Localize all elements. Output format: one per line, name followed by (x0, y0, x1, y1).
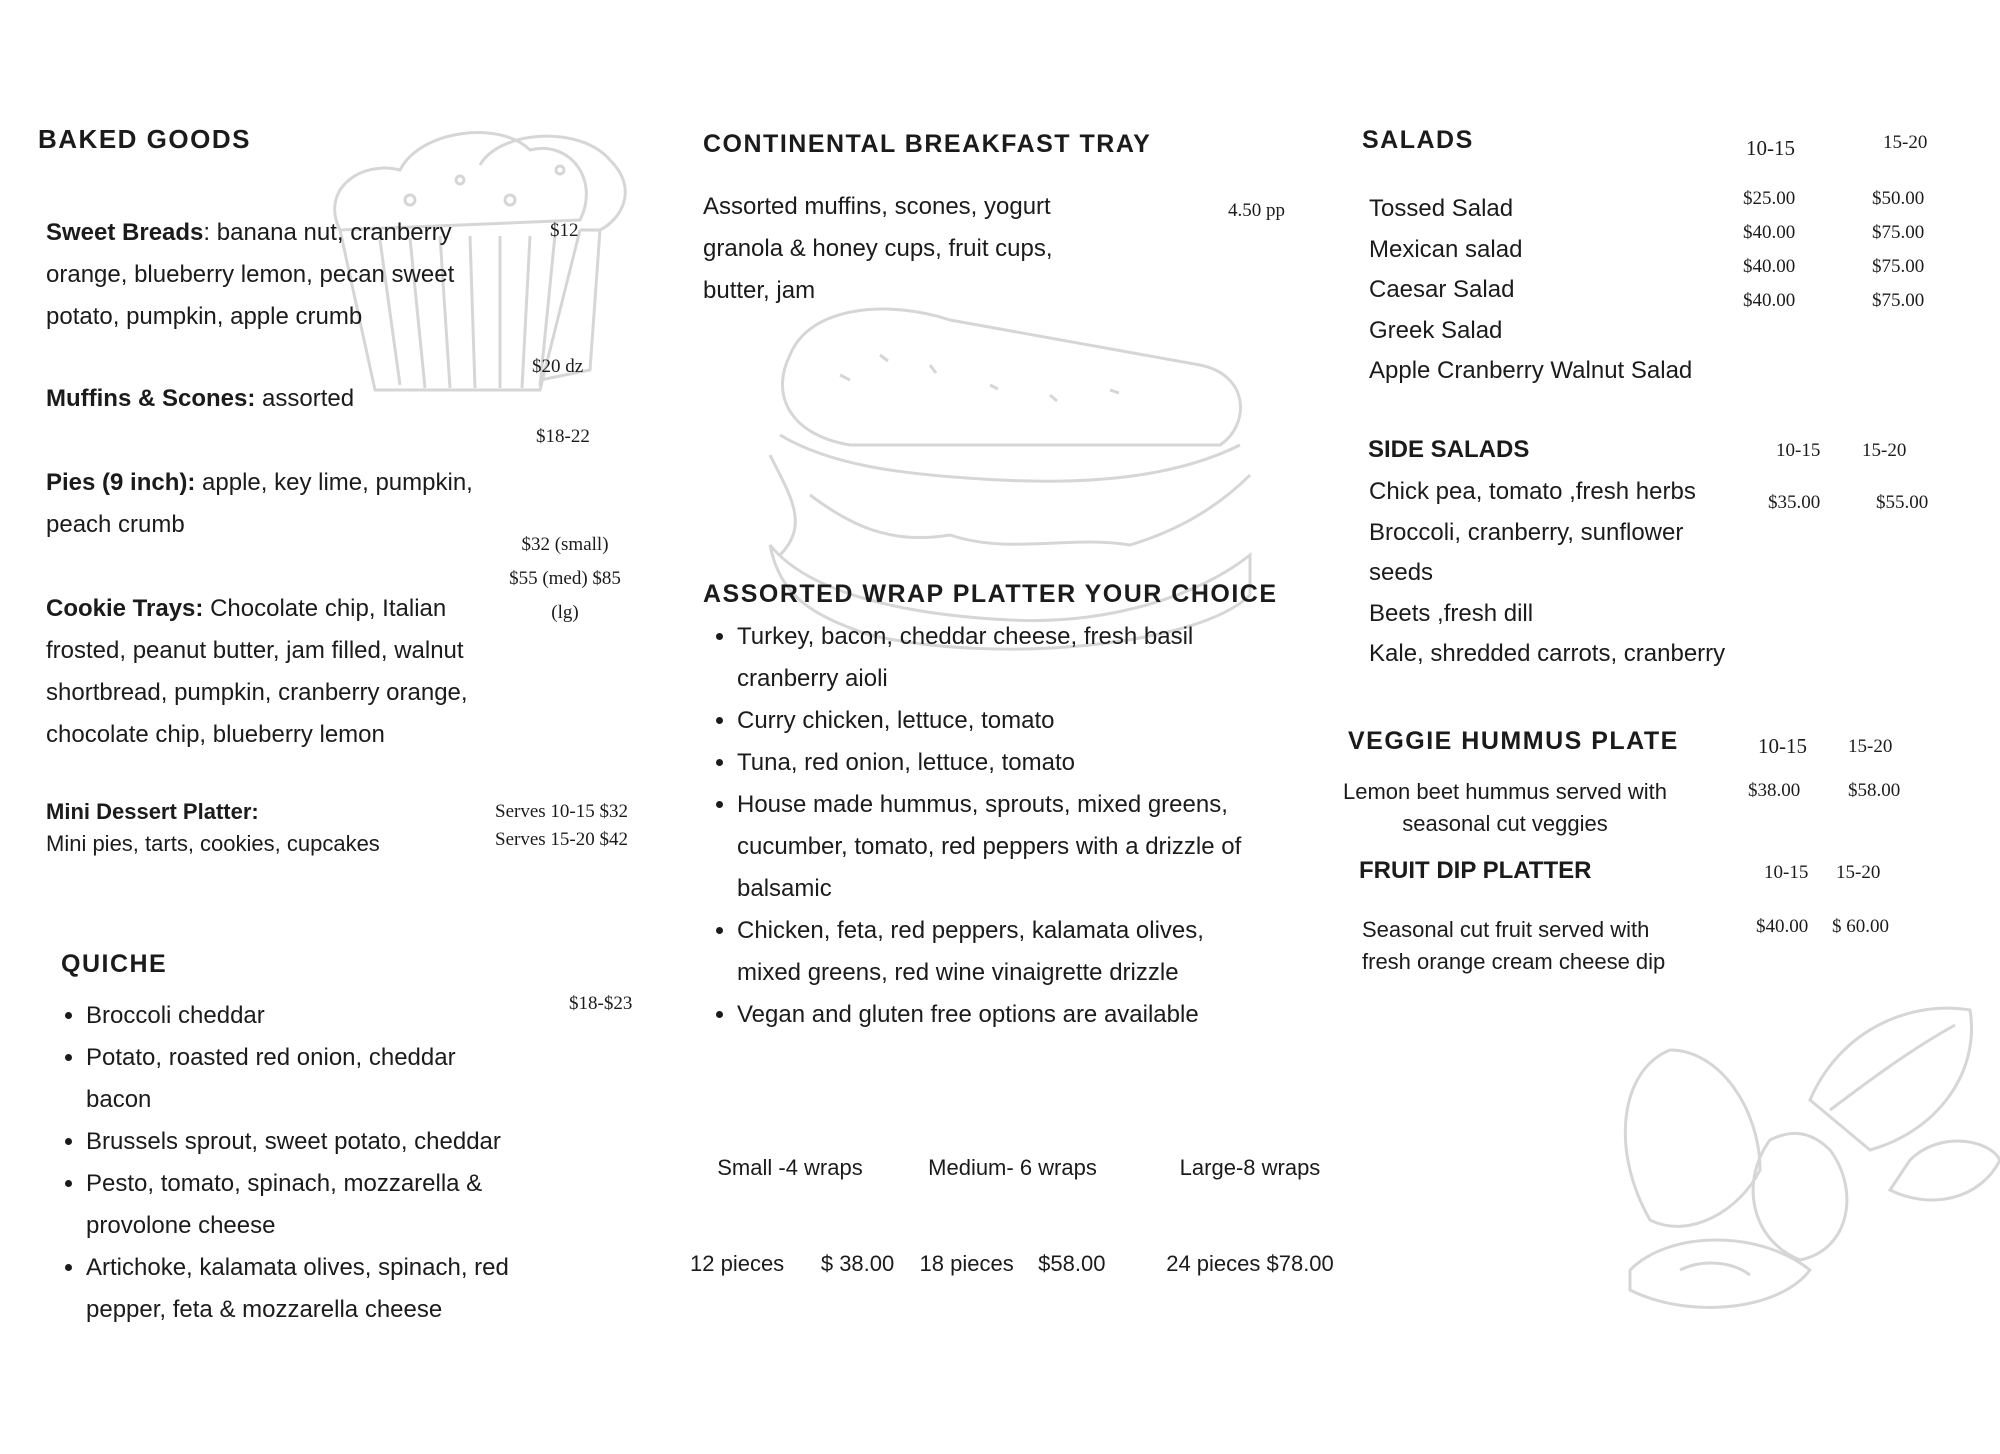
list-item: • Artichoke, kalamata olives, spinach, red pepper, feta & mozzarella cheese (86, 1247, 516, 1331)
salad-row: Greek Salad (1369, 316, 1503, 344)
muffins-desc: assorted (255, 385, 355, 412)
list-item: • Pesto, tomato, spinach, mozzarella & provolone cheese (86, 1163, 516, 1247)
wrap-size-large (1150, 1088, 1350, 1312)
hummus-title: VEGGIE HUMMUS PLATE (1348, 727, 1679, 755)
mini-price-2: Serves 15-20 $42 (495, 829, 628, 850)
muffins-item (46, 378, 486, 420)
list-item: • House made hummus, sprouts, mixed greens, cucumber, tomato, red peppers with a drizzle of balsamic (737, 784, 1273, 910)
cookie-price-lg: (lg) (551, 602, 579, 623)
size-name: Large-8 wraps (1179, 1155, 1321, 1180)
cookie-trays-label: Cookie Trays: (46, 595, 204, 622)
side-salads-title: SIDE SALADS (1368, 436, 1530, 463)
continental-desc: Assorted muffins, scones, yogurt granola & honey cups, fruit cups, butter, jam (703, 193, 1053, 304)
hummus-price1: $38.00 (1748, 780, 1801, 801)
price: $40.00 (1743, 222, 1796, 243)
size-name: Medium- 6 wraps (928, 1155, 1097, 1180)
fruit-desc (1362, 914, 1682, 978)
mini-price-1: Serves 10-15 $32 (495, 801, 628, 822)
muffins-price: $20 dz (532, 356, 584, 377)
price: $40.00 (1743, 290, 1796, 311)
sweet-breads-label: Sweet Breads (46, 219, 204, 246)
quiche-title: QUICHE (61, 950, 168, 978)
continental-price: 4.50 pp (1228, 200, 1285, 221)
hummus-desc (1340, 776, 1670, 840)
list-item: • Vegan and gluten free options are available (737, 994, 1273, 1036)
size-detail: 12 pieces $ 38.00 (690, 1251, 895, 1276)
wrap-list (703, 616, 1273, 1036)
mini-dessert-item (46, 796, 380, 860)
sweet-breads-item (46, 212, 486, 338)
list-item: • Broccoli cheddar (86, 995, 516, 1037)
mini-dessert-desc: Mini pies, tarts, cookies, cupcakes (46, 831, 380, 856)
fruit-price1: $40.00 (1756, 916, 1809, 937)
list-item: • Chicken, feta, red peppers, kalamata olives, mixed greens, red wine vinaigrette drizzle (737, 910, 1273, 994)
desc-line: seasonal cut veggies (1402, 811, 1608, 836)
salads-price-col1 (1743, 182, 1795, 318)
list-item: • Brussels sprout, sweet potato, cheddar (86, 1121, 516, 1163)
wrap-size-small (690, 1088, 895, 1312)
wrap-title: ASSORTED WRAP PLATTER YOUR CHOICE (703, 580, 1278, 608)
list-item: • Turkey, bacon, cheddar cheese, fresh basil cranberry aioli (737, 616, 1273, 700)
hazelnut-illustration (1610, 990, 2000, 1330)
desc-line: Seasonal cut fruit served with (1362, 917, 1650, 942)
list-item: • Curry chicken, lettuce, tomato (737, 700, 1273, 742)
price: $40.00 (1743, 256, 1796, 277)
list-item: Chick pea, tomato ,fresh herbs (1369, 478, 1696, 505)
salads-col2: 15-20 (1883, 132, 1928, 153)
quiche-price: $18-$23 (569, 993, 633, 1014)
size-detail: 24 pieces $78.00 (1166, 1251, 1334, 1276)
hummus-col2: 15-20 (1848, 736, 1893, 757)
sweet-breads-desc: : banana nut, cranberry orange, blueberry lemon, pecan sweet potato, pumpkin, apple crumb (46, 219, 455, 330)
salad-row: Tossed Salad (1369, 195, 1514, 222)
pies-label: Pies (9 inch): (46, 469, 196, 496)
salad-row: Caesar Salad (1369, 276, 1515, 303)
price: $25.00 (1743, 188, 1796, 209)
side-col1: 10-15 (1776, 440, 1821, 461)
pies-item (46, 462, 486, 546)
pies-desc: apple, key lime, pumpkin, peach crumb (46, 469, 473, 538)
list-item: • Tuna, red onion, lettuce, tomato (737, 742, 1273, 784)
fruit-dip-title: FRUIT DIP PLATTER (1359, 857, 1592, 884)
muffins-label: Muffins & Scones: (46, 385, 256, 412)
sweet-breads-price: $12 (550, 220, 579, 241)
cookie-trays-item (46, 588, 496, 756)
price: $50.00 (1872, 188, 1925, 209)
side-salads-list (1369, 472, 1739, 675)
side-price1: $35.00 (1768, 492, 1821, 513)
mini-dessert-label: Mini Dessert Platter: (46, 799, 259, 824)
fruit-col1: 10-15 (1764, 862, 1809, 883)
price: $75.00 (1872, 290, 1925, 311)
side-col2: 15-20 (1862, 440, 1907, 461)
list-item: Kale, shredded carrots, cranberry (1369, 640, 1726, 667)
baked-goods-title: BAKED GOODS (38, 124, 251, 154)
salads-col1: 10-15 (1746, 136, 1795, 160)
cookie-price-small: $32 (small) (521, 534, 609, 555)
continental-title: CONTINENTAL BREAKFAST TRAY (703, 130, 1152, 158)
hummus-col1: 10-15 (1758, 734, 1807, 758)
cookie-price-med: $55 (med) $85 (509, 568, 621, 589)
size-detail: 18 pieces $58.00 (919, 1251, 1106, 1276)
salads-title: SALADS (1362, 126, 1474, 154)
mini-dessert-price (440, 798, 628, 854)
side-price2: $55.00 (1876, 492, 1929, 513)
list-item: • Potato, roasted red onion, cheddar bacon (86, 1037, 516, 1121)
pies-price: $18-22 (536, 426, 590, 447)
fruit-col2: 15-20 (1836, 862, 1881, 883)
price: $75.00 (1872, 256, 1925, 277)
size-name: Small -4 wraps (717, 1155, 863, 1180)
fruit-price2: $ 60.00 (1832, 916, 1889, 937)
salad-row: Mexican salad (1369, 235, 1523, 263)
cookie-trays-desc: Chocolate chip, Italian frosted, peanut butter, jam filled, walnut shortbread, pumpkin, cranberry orange, chocolate chip, blueberry lemon (46, 595, 468, 748)
desc-line: Lemon beet hummus served with (1342, 779, 1668, 804)
desc-line: fresh orange cream cheese dip (1362, 949, 1666, 974)
wrap-size-medium (905, 1088, 1120, 1312)
salads-price-col2 (1872, 182, 1924, 318)
salad-row: Apple Cranberry Walnut Salad (1369, 357, 1693, 384)
hummus-price2: $58.00 (1848, 780, 1901, 801)
list-item: Broccoli, cranberry, sunflower seeds (1369, 518, 1684, 586)
price: $75.00 (1872, 222, 1925, 243)
list-item: Beets ,fresh dill (1369, 599, 1534, 627)
cookie-trays-price (490, 528, 640, 630)
quiche-list (46, 995, 516, 1331)
salads-list (1369, 189, 1769, 392)
